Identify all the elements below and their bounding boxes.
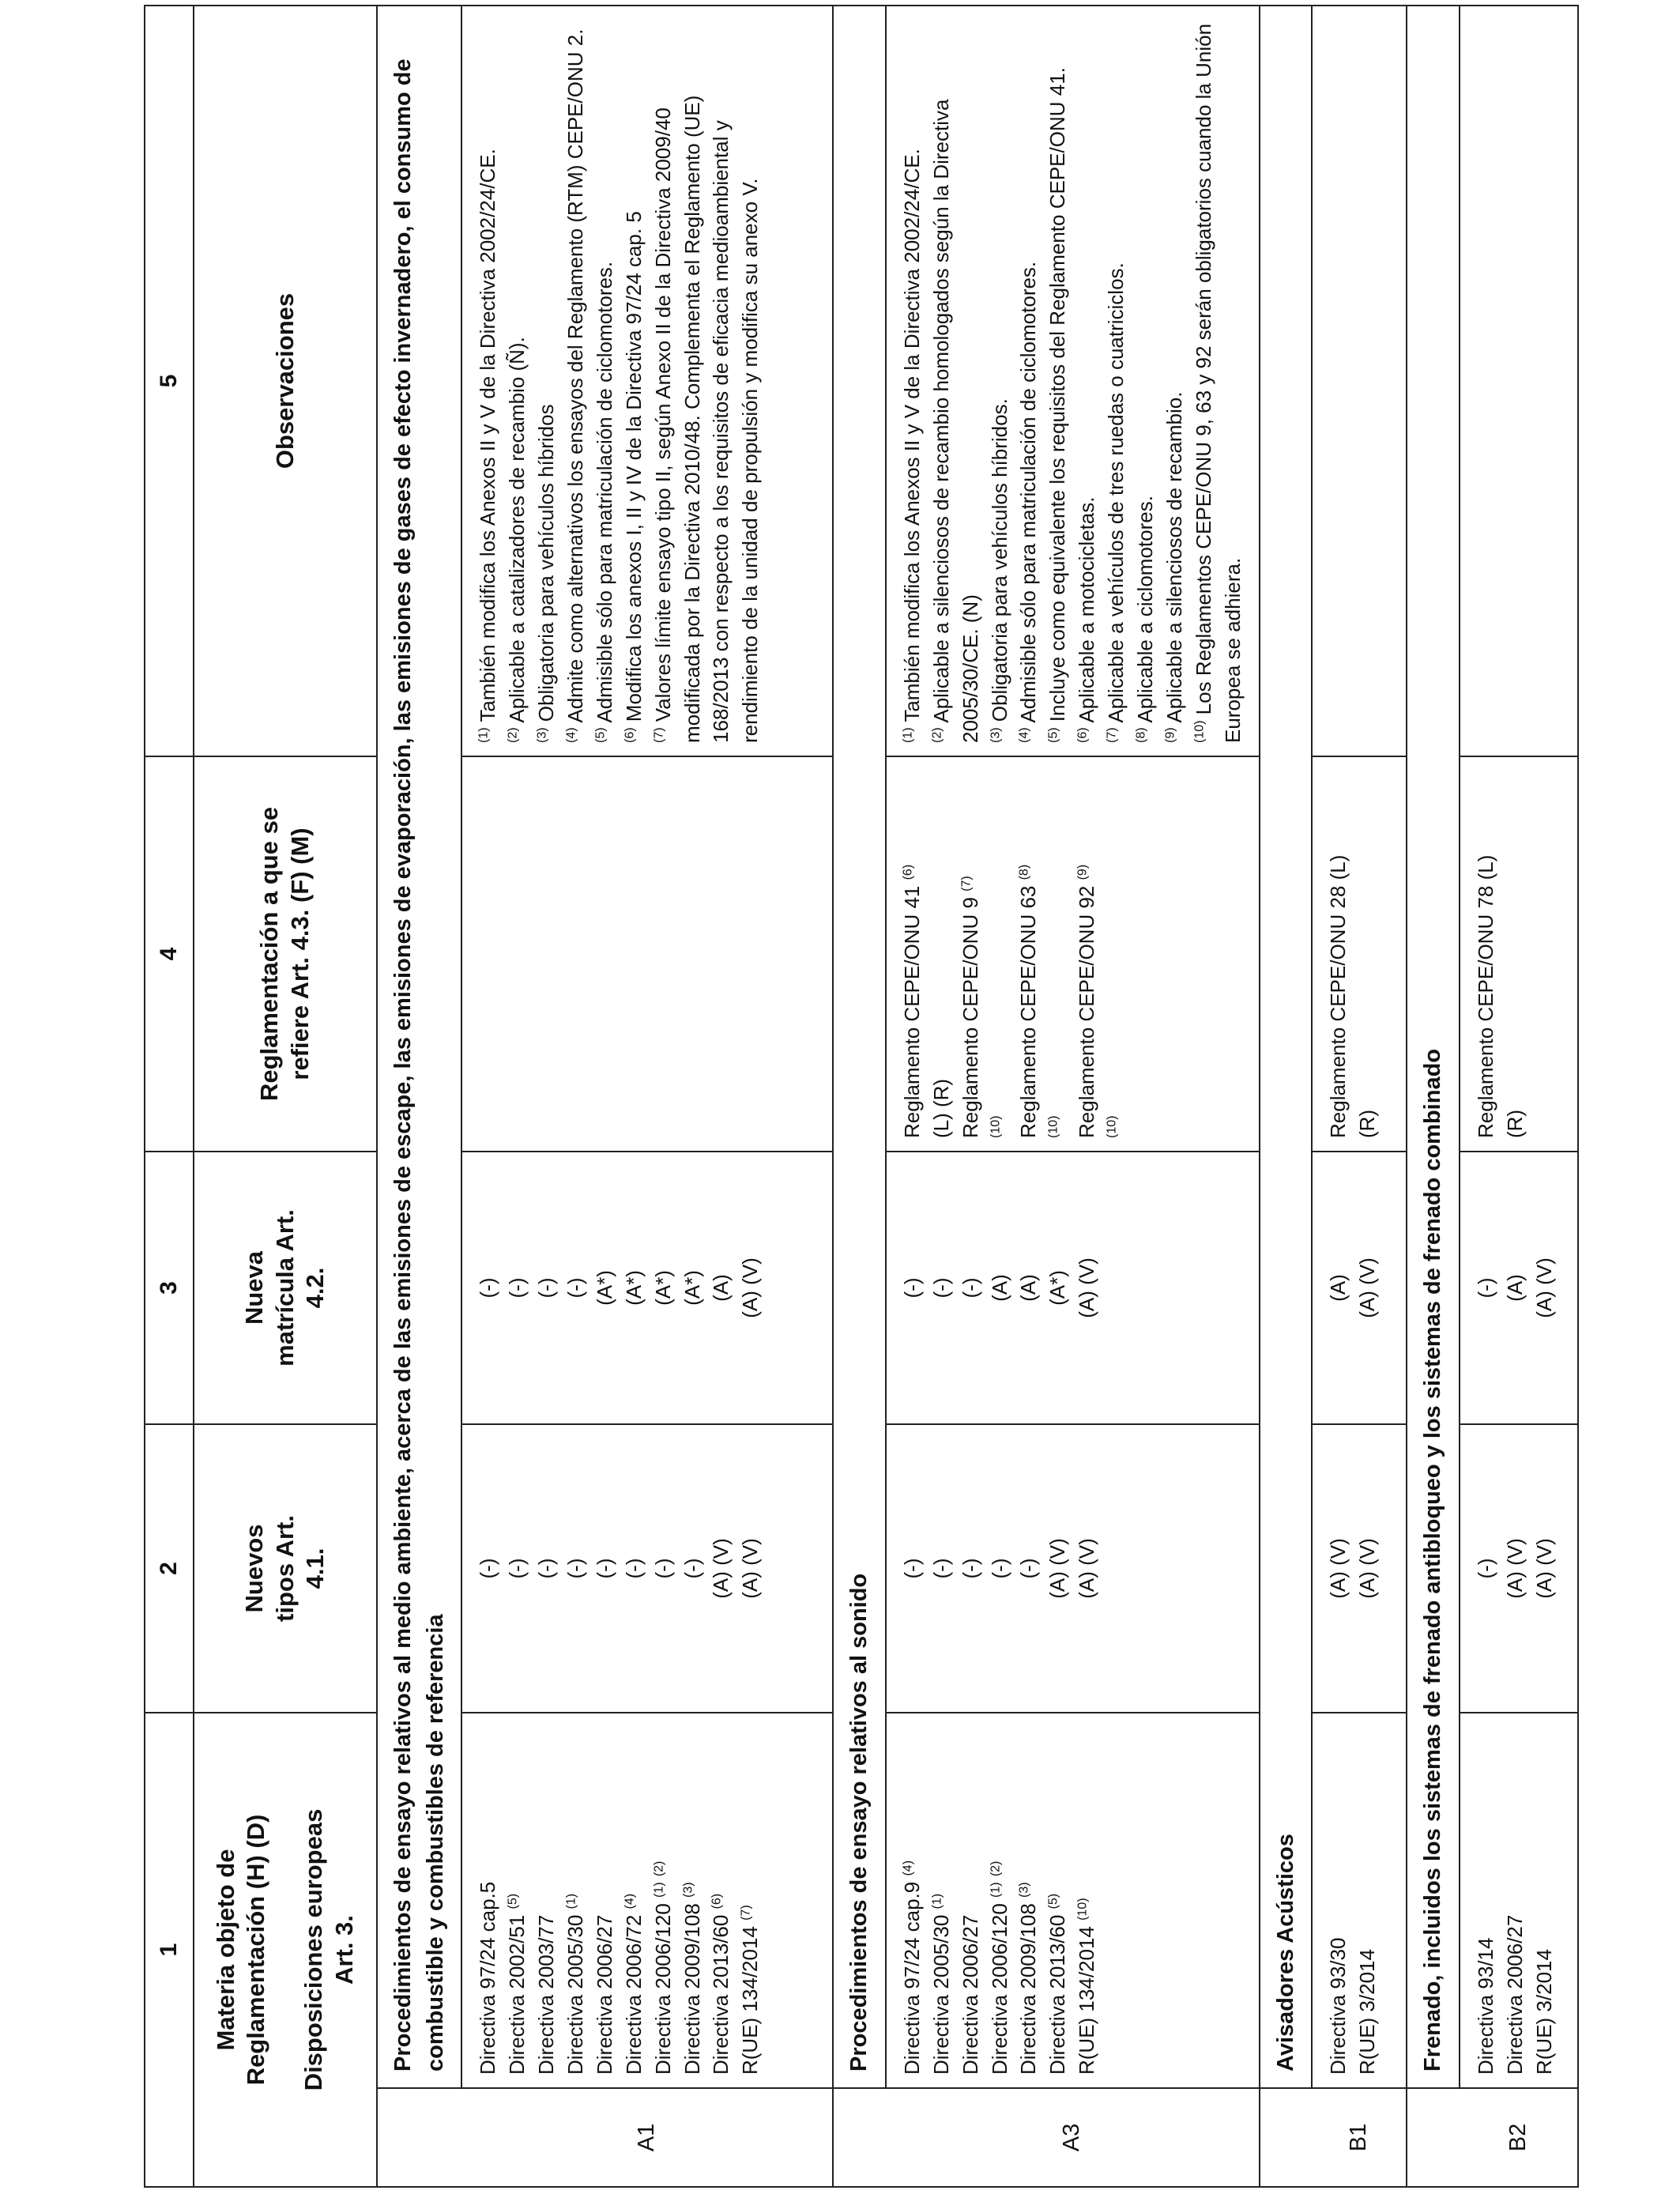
section-code: B2	[1460, 2088, 1578, 2187]
nuevos-tipos-cell: (-) (-) (-) (-) (-) (A) (V) (A) (V)	[886, 1424, 1260, 1713]
nueva-matricula-cell: (A) (A) (V)	[1312, 1152, 1407, 1424]
header-col1	[194, 1713, 377, 2187]
code-cell-top	[833, 2088, 886, 2187]
header-col4-text: Reglamentación a que se refiere Art. 4.3. (F) (M)	[255, 806, 314, 1102]
section-title: Avisadores Acústicos	[1260, 6, 1313, 2088]
col-number-2: 2	[145, 1424, 194, 1713]
header-col3-text: Nueva matrícula Art. 4.2.	[239, 1209, 330, 1367]
header-col1-line2: Disposiciones europeas Art. 3.	[299, 1808, 358, 2091]
section-title: Procedimientos de ensayo relativos al medio ambiente, acerca de las emisiones de escape, las emisiones de evaporación, las emisiones de gases de efecto invernadero, el consumo de combustible y combustibles de referencia	[377, 6, 461, 2088]
reglamentacion-cell: Reglamento CEPE/ONU 28 (L) (R)	[1312, 756, 1407, 1152]
section-title: Procedimientos de ensayo relativos al sonido	[833, 6, 886, 2088]
section-title-row	[1407, 6, 1460, 2187]
reglamentacion-cell: Reglamento CEPE/ONU 78 (L) (R)	[1460, 756, 1578, 1152]
header-col4	[194, 756, 377, 1152]
observaciones-cell: $^{(1)}$ También modifica los Anexos II y V de la Directiva 2002/24/CE. $^{(2)}$ Aplicable a catalizadores de recambio (Ñ). $^{(3)}$ Obligatoria para vehículos híbridos $^{(4)}$ Admite como alternativos los ensayos del Reglamento (RTM) CEPE/ONU 2. $^{(5)}$ Admisible sólo para matriculación de ciclomotores. $^{(6)}$ Modifica los anexos I, II y IV de la Directiva 97/24 cap. 5 $^{(7)}$ Valores límite ensayo tipo II, según Anexo II de la Directiva 2009/40 modificada por la Directiva 2010/48. Complementa el Reglamento (UE) 168/2013 con respecto a los requisitos de eficacia medioambiental y rendimiento de la unidad de propulsión y modifica su anexo V.	[461, 6, 833, 756]
col-number-4: 4	[145, 756, 194, 1152]
nueva-matricula-cell: (-) (-) (-) (-) (A*) (A*) (A*) (A*) (A) (A) (V)	[461, 1152, 833, 1424]
header-col1-line1: Materia objeto de Reglamentación (H) (D)	[211, 1814, 270, 2086]
observaciones-cell	[1312, 6, 1407, 756]
section-title-row	[833, 6, 886, 2187]
header-col3	[194, 1152, 377, 1424]
section-title: Frenado, incluidos los sistemas de frenado antibloqueo y los sistemas de frenado combinado	[1407, 6, 1460, 2088]
code-cell-top	[377, 2088, 461, 2187]
header-col2-text: Nuevos tipos Art. 4.1.	[239, 1515, 330, 1622]
header-row	[194, 6, 377, 2187]
section-data-row	[1460, 6, 1578, 2187]
regulation-table	[144, 5, 1579, 2188]
header-col5: Observaciones	[194, 6, 377, 756]
section-title-row	[377, 6, 461, 2187]
section-data-row	[886, 6, 1260, 2187]
section-data-row	[461, 6, 833, 2187]
reglamentacion-cell: Reglamento CEPE/ONU 41 $^{(6)}$ (L) (R) Reglamento CEPE/ONU 9 $^{(7)}$ $^{(10)}$ Reglamento CEPE/ONU 63 $^{(8)}$ $^{(10)}$ Reglamento CEPE/ONU 92 $^{(9)}$ $^{(10)}$	[886, 756, 1260, 1152]
section-code: B1	[1312, 2088, 1407, 2187]
section-title-row	[1260, 6, 1313, 2187]
col-number-3: 3	[145, 1152, 194, 1424]
section-data-row	[1312, 6, 1407, 2187]
col-number-1: 1	[145, 1713, 194, 2187]
disposiciones-cell: Directiva 93/14 Directiva 2006/27 R(UE) 3/2014	[1460, 1713, 1578, 2088]
section-code: A3	[886, 2088, 1260, 2187]
rotated-page	[144, 6, 1556, 2188]
disposiciones-cell: Directiva 97/24 cap.9 $^{(4)}$ Directiva 2005/30 $^{(1)}$ Directiva 2006/27 Directiva 2006/120 $^{(1)}$ $^{(2)}$ Directiva 2009/108 $^{(3)}$ Directiva 2013/60 $^{(5)}$ R(UE) 134/2014 $^{(10)}$	[886, 1713, 1260, 2088]
header-col2	[194, 1424, 377, 1713]
nuevos-tipos-cell: (-) (A) (V) (A) (V)	[1460, 1424, 1578, 1713]
column-number-row	[145, 6, 194, 2187]
code-cell-top	[1407, 2088, 1460, 2187]
disposiciones-cell: Directiva 93/30 R(UE) 3/2014	[1312, 1713, 1407, 2088]
code-cell-top	[1260, 2088, 1313, 2187]
observaciones-cell	[1460, 6, 1578, 756]
disposiciones-cell: Directiva 97/24 cap.5 Directiva 2002/51 $^{(5)}$ Directiva 2003/77 Directiva 2005/30 $^{(1)}$ Directiva 2006/27 Directiva 2006/72 $^{(4)}$ Directiva 2006/120 $^{(1)}$ $^{(2)}$ Directiva 2009/108 $^{(3)}$ Directiva 2013/60 $^{(6)}$ R(UE) 134/2014 $^{(7)}$	[461, 1713, 833, 2088]
nueva-matricula-cell: (-) (A) (A) (V)	[1460, 1152, 1578, 1424]
nuevos-tipos-cell: (-) (-) (-) (-) (-) (-) (-) (-) (A) (V) (A) (V)	[461, 1424, 833, 1713]
section-code: A1	[461, 2088, 833, 2187]
col-number-5: 5	[145, 6, 194, 756]
nueva-matricula-cell: (-) (-) (-) (A) (A) (A*) (A) (V)	[886, 1152, 1260, 1424]
observaciones-cell: $^{(1)}$ También modifica los Anexos II y V de la Directiva 2002/24/CE. $^{(2)}$ Aplicable a silenciosos de recambio homologados según la Directiva 2005/30/CE. (N) $^{(3)}$ Obligatoria para vehículos híbridos. $^{(4)}$ Admisible sólo para matriculación de ciclomotores. $^{(5)}$ Incluye como equivalente los requisitos del Reglamento CEPE/ONU 41. $^{(6)}$ Aplicable a motocicletas. $^{(7)}$ Aplicable a vehículos de tres ruedas o cuatriciclos. $^{(8)}$ Aplicable a ciclomotores. $^{(9)}$ Aplicable a silenciosos de recambio. $^{(10)}$ Los Reglamentos CEPE/ONU 9, 63 y 92 serán obligatorios cuando la Unión Europea se adhiera.	[886, 6, 1260, 756]
nuevos-tipos-cell: (A) (V) (A) (V)	[1312, 1424, 1407, 1713]
reglamentacion-cell	[461, 756, 833, 1152]
